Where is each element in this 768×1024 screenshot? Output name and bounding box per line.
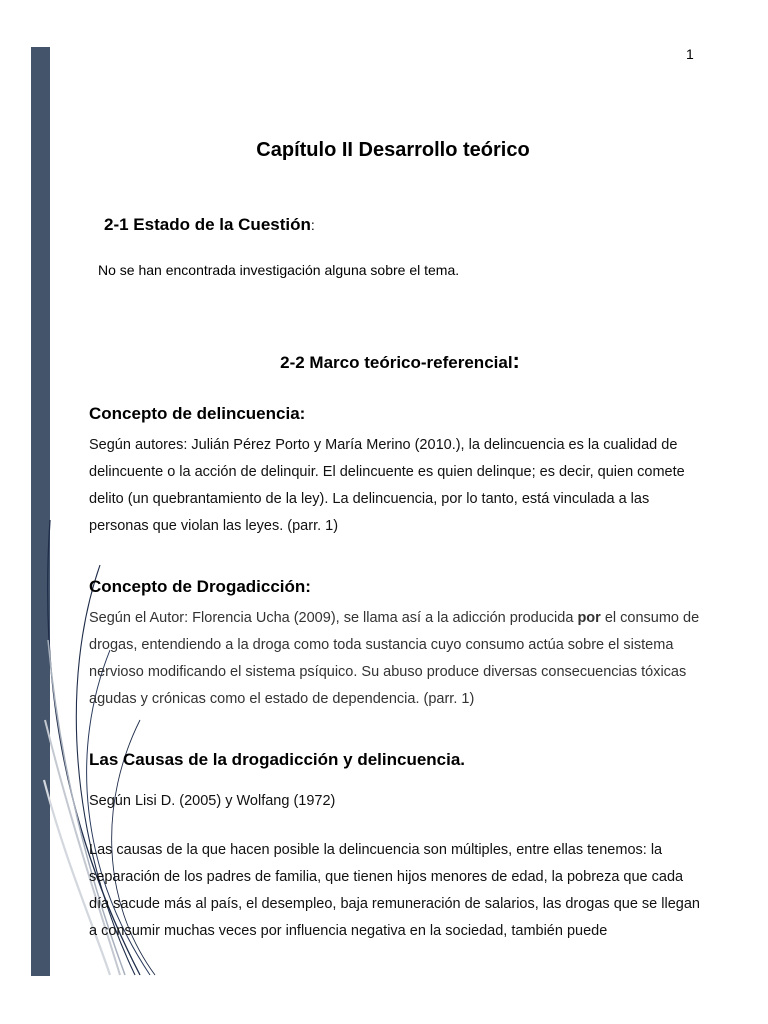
chapter-title: Capítulo II Desarrollo teórico: [256, 139, 530, 161]
drogadiccion-text: [89, 605, 701, 713]
estado-heading-colon: :: [310, 217, 315, 233]
marco-heading: [0, 348, 768, 374]
estado-heading-text: 2-1 Estado de la Cuestión: [104, 215, 311, 234]
page-number: 1: [686, 46, 694, 62]
delincuencia-heading: Concepto de delincuencia:: [89, 404, 306, 423]
estado-text: No se han encontrada investigación alguna sobre el tema.: [98, 262, 460, 278]
causas-heading: Las Causas de la drogadicción y delincuencia.: [89, 750, 466, 769]
estado-heading: [104, 215, 315, 235]
causas-text: Las causas de la que hacen posible la delincuencia son múltiples, entre ellas tenemos: la separación de los padres de familia, que tienen hijos menores de edad, la pobreza que cada día sacude más al país, el desempleo, baja remuneración de salarios, las drogas que se llegan a consumir muchas veces por influencia negativa en la sociedad, también puede: [89, 842, 700, 939]
drogadiccion-text-bold: por: [577, 610, 601, 626]
drogadiccion-text-part1: Según el Autor: Florencia Ucha (2009), se llama así a la adicción producida: [89, 610, 578, 626]
drogadiccion-text-part2: el consumo de drogas, entendiendo a la droga como toda sustancia cuyo consumo actúa sobre el sistema nervioso modificando el sistema psíquico. Su abuso produce diversas consecuencias tóxicas agudas y crónicas como el estado de dependencia. (parr. 1): [89, 610, 700, 707]
delincuencia-text: Según autores: Julián Pérez Porto y María Merino (2010.), la delincuencia es la cualidad de delincuente o la acción de delinquir. El delincuente es quien delinque; es decir, quien comete delito (un quebrantamiento de la ley). La delincuencia, por lo tanto, está vinculada a las personas que violan las leyes. (parr. 1): [89, 437, 685, 534]
marco-heading-text: 2-2 Marco teórico-referencial: [280, 353, 513, 372]
drogadiccion-heading: Concepto de Drogadicción:: [89, 577, 311, 596]
causas-source: Según Lisi D. (2005) y Wolfang (1972): [89, 793, 336, 809]
marco-heading-colon: :: [512, 348, 520, 373]
